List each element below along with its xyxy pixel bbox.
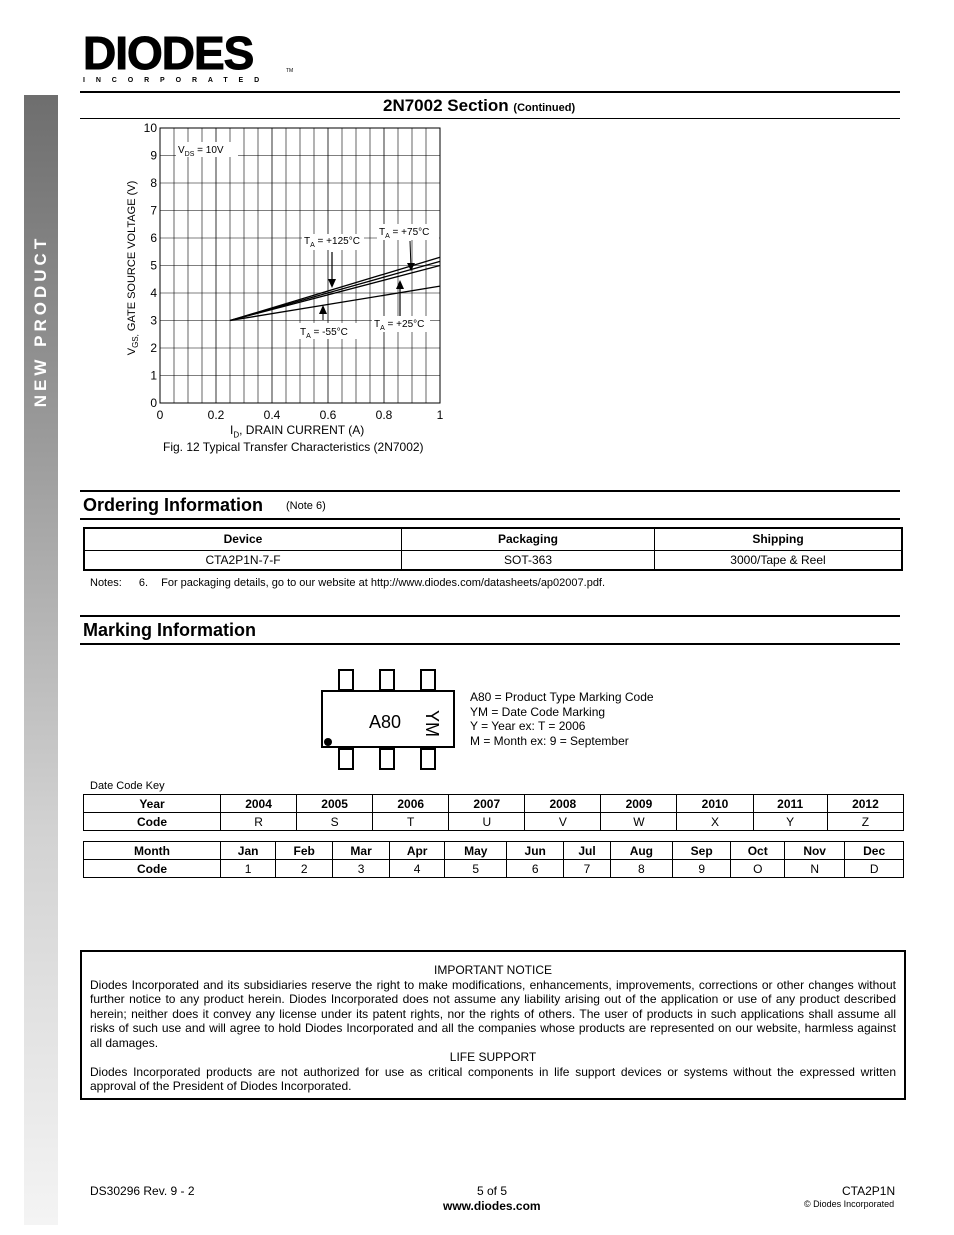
y-tick-label: 0 [150,396,157,410]
arrow-head-icon [396,280,404,289]
life-support-text: Diodes Incorporated products are not authorized for use as critical components in life support devices or systems without the expressed written approval of the President of Diodes Incorporated. [90,1064,896,1093]
diodes-logo [83,27,294,86]
year-code-row-cell: Code [84,813,221,831]
y-tick-label: 6 [150,231,157,245]
ordering-packaging: SOT-363 [402,550,655,570]
year-code-row-cell: Y [753,813,827,831]
month-row-cell: Feb [276,842,333,860]
chart-tick-labels [144,121,444,422]
x-tick-label: 0 [156,408,164,422]
year-code-row-cell: T [373,813,449,831]
marking-legend [470,690,654,748]
month-code-row-cell: 5 [445,860,507,878]
marking-legend-line: A80 = Product Type Marking Code [470,690,654,704]
footer-copyright: © Diodes Incorporated [804,1199,895,1209]
ordering-device: CTA2P1N-7-F [84,550,402,570]
chip-date-code: YM [422,710,442,737]
y-tick-label: 7 [150,203,157,218]
series-line [230,257,440,320]
month-code-row-cell: 1 [221,860,276,878]
chart-caption: Fig. 12 Typical Transfer Characteristics (2N7002) [163,440,424,454]
series-label: $T_A = -55^\circ C$ [300,327,348,340]
chip-pin-top-3 [420,669,436,691]
chip-marking-code: A80 [369,712,402,732]
y-tick-label: 3 [150,313,157,328]
month-code-row-cell: 7 [564,860,611,878]
sidebar-new-product-label: NEW PRODUCT [31,234,50,408]
important-notice-box [80,950,906,1100]
year-row-cell: 2012 [827,795,903,813]
chip-pin-bottom-3 [420,748,436,770]
year-code-row-cell: S [297,813,373,831]
month-code-row-cell: 9 [672,860,731,878]
footer-website-link[interactable]: www.diodes.com [443,1199,541,1213]
month-row-cell: Dec [845,842,904,860]
chip-pin-bottom-2 [379,748,395,770]
series-label: $T_A = +75^\circ C$ [379,227,430,240]
year-row-cell: 2006 [373,795,449,813]
arrow-head-icon [328,279,336,288]
month-row-cell: Oct [731,842,785,860]
y-tick-label: 1 [150,368,157,383]
ordering-rule-bottom [80,518,900,520]
month-row-cell: Aug [610,842,672,860]
series-label: $V_{DS} = 10V$ [178,145,224,158]
y-tick-label: 8 [150,176,157,190]
note-text: For packaging details, go to our website at http://www.diodes.com/datasheets/ap02007.pdf. [161,577,606,589]
ordering-table [83,527,903,571]
marking-legend-line: M = Month ex: 9 = September [470,733,629,748]
chip-package [321,690,455,748]
chart-x-label: $I_D$, DRAIN CURRENT (A) [230,423,365,440]
month-row-cell: Jun [507,842,564,860]
chart-annotations [176,142,439,340]
month-row-cell: Nov [785,842,845,860]
x-tick-label: 1 [436,408,444,422]
note-number: 6. [138,577,149,589]
ordering-rule-top [80,490,900,492]
marking-rule-bottom [80,643,900,645]
year-code-row [84,813,904,831]
year-code-table [83,794,904,831]
x-tick-label: 0.8 [375,408,393,422]
footer-page-number: 5 of 5 [477,1184,508,1198]
logo-trademark: TM [286,68,294,74]
y-tick-label: 2 [150,341,157,355]
month-code-row-cell: N [785,860,845,878]
footer-part-number: CTA2P1N [842,1184,896,1198]
ordering-header-row [84,528,902,550]
month-code-row-cell: 2 [276,860,333,878]
year-code-row-cell: U [449,813,525,831]
year-row-cell: 2008 [525,795,601,813]
year-row-cell: 2011 [753,795,827,813]
x-tick-label: 0.4 [263,408,281,422]
month-row-cell: Jul [564,842,611,860]
ordering-note-ref: (Note 6) [286,500,326,512]
header-rule-bottom [80,118,900,119]
footer-doc-number: DS30296 Rev. 9 - 2 [90,1184,195,1198]
section-title-text: 2N7002 Section [383,96,509,115]
year-row-cell: 2009 [601,795,677,813]
year-row-cell: 2005 [297,795,373,813]
year-row-cell: Year [84,795,221,813]
month-code-row-cell: 4 [390,860,445,878]
marking-legend-line: Y = Year ex: T = 2006 [470,719,586,733]
chip-pin-bottom-1 [338,748,354,770]
header-rule-top [80,91,900,93]
logo-subtitle: INCORPORATED [83,77,271,84]
section-continued: (Continued) [513,102,576,114]
series-label: $T_A = +125^\circ C$ [304,236,360,249]
x-tick-label: 0.6 [319,408,337,422]
month-code-row [84,860,904,878]
marking-legend-line: YM = Date Code Marking [470,704,606,719]
important-notice-title: IMPORTANT NOTICE [433,963,552,977]
ordering-shipping: 3000/Tape & Reel [655,550,903,570]
month-row-cell: Month [84,842,221,860]
marking-rule-top [80,615,900,617]
month-row-cell: Jan [221,842,276,860]
ordering-header-shipping: Shipping [655,528,903,550]
month-code-row-cell: 6 [507,860,564,878]
chip-pin-top-1 [338,669,354,691]
year-code-row-cell: W [601,813,677,831]
year-code-row-cell: Z [827,813,903,831]
logo-wordmark: DIODES [83,27,254,79]
y-tick-label: 5 [150,258,157,273]
month-code-table [83,841,904,878]
month-row-cell: Mar [333,842,390,860]
month-row-cell: Sep [672,842,731,860]
y-tick-label: 10 [143,121,157,135]
life-support-title: LIFE SUPPORT [449,1050,537,1064]
month-code-row-cell: Code [84,860,221,878]
y-tick-label: 4 [150,286,157,300]
notes-label: Notes: [90,577,122,589]
y-tick-label: 9 [150,148,157,163]
year-code-row-cell: X [677,813,753,831]
year-row-cell: 2007 [449,795,525,813]
month-code-row-cell: 8 [610,860,672,878]
year-row-cell: 2010 [677,795,753,813]
pin1-dot-icon [324,738,332,746]
month-row-cell: Apr [390,842,445,860]
date-code-key-label: Date Code Key [90,780,165,792]
ordering-notes [90,577,605,589]
important-notice-text: Diodes Incorporated and its subsidiaries reserve the right to make modifications, enhancements, improvements, corrections or other changes without further notice to any product herein. Diodes Incorporated does not assume any liability arising out of the application or use of any product described herein; neither does it convey any license under its patent rights, nor the rights of others. The user of products in such applications shall assume all risks of such use and will agree to hold Diodes Incorporated and all the companies whose products are represented on our website, harmless against all damages. [90,977,896,1050]
series-label: $T_A = +25^\circ C$ [374,319,425,332]
ordering-title: Ordering Information [83,495,263,515]
chart-series [230,257,440,320]
chart-grid [160,128,440,403]
year-code-row-cell: R [221,813,297,831]
ordering-header-packaging: Packaging [402,528,655,550]
year-code-row-cell: V [525,813,601,831]
marking-title: Marking Information [83,620,257,640]
chart-y-label: $V_{GS,}$ GATE SOURCE VOLTAGE (V) [125,180,141,356]
month-code-row-cell: O [731,860,785,878]
year-row [84,795,904,813]
month-row [84,842,904,860]
x-tick-label: 0.2 [207,408,225,422]
month-code-row-cell: D [845,860,904,878]
ordering-row [84,550,902,570]
chip-pin-top-2 [379,669,395,691]
year-row-cell: 2004 [221,795,297,813]
ordering-header-device: Device [84,528,402,550]
month-code-row-cell: 3 [333,860,390,878]
section-title [383,96,575,116]
month-row-cell: May [445,842,507,860]
